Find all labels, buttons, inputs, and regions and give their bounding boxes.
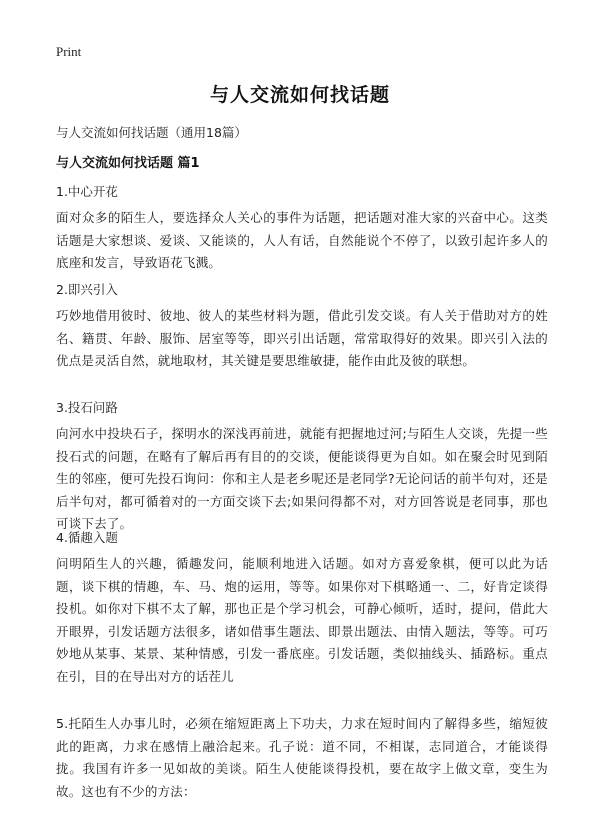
document-subtitle: 与人交流如何找话题（通用18篇） — [56, 125, 247, 140]
section-body: 问明陌生人的兴趣，循趣发问，能顺利地进入话题。如对方喜爱象棋，便可以此为话题，谈下棋的情趣，车、马、炮的运用，等等。如果你对下棋略通一、二，好肯定谈得投机。如你对下棋不太了解，那也正是个学习机会，可静心倾听，适时，提问，借此大开眼界，引发话题方法很多，诸如借事生题法、即景出题法、由情入题法，等等。可巧妙地从某事、某景、某种情感，引发一番底座。引发话题，类似抽线头、插路标。重点在引，目的在导出对方的话茬儿 — [56, 556, 548, 684]
section-heading: 1.中心开花 — [56, 184, 118, 199]
chapter-heading: 与人交流如何找话题 篇1 — [56, 156, 200, 171]
section-heading: 4.循趣入题 — [56, 530, 118, 545]
document-title: 与人交流如何找话题 — [209, 84, 390, 106]
section-heading: 3.投石问路 — [56, 400, 118, 415]
section-body: 巧妙地借用彼时、彼地、彼人的某些材料为题，借此引发交谈。有人关于借助对方的姓名、籍贯、年龄、服饰、居室等等，即兴引出话题，常常取得好的效果。即兴引入法的优点是灵活自然，就地取材，其关键是要思维敏捷，能作由此及彼的联想。 — [56, 308, 548, 368]
section-body: 向河水中投块石子，探明水的深浅再前进，就能有把握地过河;与陌生人交谈，先提一些投石式的问题，在略有了解后再有目的的交谈，便能谈得更为自如。如在聚会时见到陌生的邻座，便可先投石询问：你和主人是老乡呢还是老同学?无论问话的前半句对，还是后半句对，都可循着对的一方面交谈下去;如果问得都不对，对方回答说是老同事，那也可谈下去了。 — [56, 426, 548, 531]
section-body: 面对众多的陌生人，要选择众人关心的事件为话题，把话题对准大家的兴奋中心。这类话题是大家想谈、爱谈、又能谈的，人人有话，自然能说个不停了，以致引起许多人的底座和发言，导致语花飞溅。 — [56, 210, 548, 270]
section-body: 5.托陌生人办事儿时，必须在缩短距离上下功夫，力求在短时间内了解得多些，缩短彼此的距离，力求在感情上融洽起来。孔子说：道不同，不相谋，志同道合，才能谈得拢。我国有许多一见如故的美谈。陌生人使能谈得投机，要在故字上做文章，变生为故。这也有不少的方法： — [56, 716, 548, 799]
print-label: Print — [56, 44, 82, 59]
section-heading: 2.即兴引入 — [56, 282, 118, 297]
